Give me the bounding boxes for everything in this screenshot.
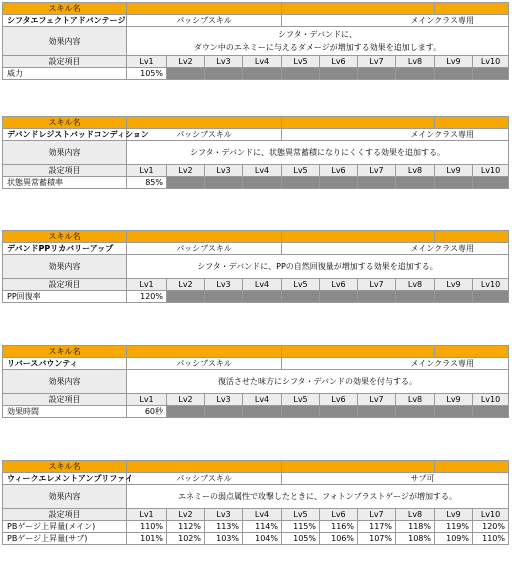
setting-item: PP回復率	[3, 291, 127, 303]
empty-cell	[396, 177, 435, 189]
empty-cell	[358, 177, 396, 189]
level-header: Lv3	[205, 279, 243, 291]
level-header: Lv1	[127, 509, 167, 521]
empty-cell	[167, 291, 205, 303]
empty-cell	[396, 68, 435, 80]
skill-type: パッシブスキル	[127, 129, 282, 141]
level-header: Lv3	[205, 165, 243, 177]
level-value: 104%	[243, 533, 282, 545]
level-header: Lv2	[167, 56, 205, 68]
level-header: Lv10	[473, 165, 509, 177]
level-value: 110%	[127, 521, 167, 533]
level-header: Lv2	[167, 394, 205, 406]
level-header: Lv6	[320, 56, 358, 68]
setting-label: 設定項目	[3, 394, 127, 406]
setting-item: PBゲージ上昇量(メイン)	[3, 521, 127, 533]
level-value: 110%	[473, 533, 509, 545]
level-header: Lv5	[282, 56, 320, 68]
effect-label: 効果内容	[3, 370, 127, 394]
level-header: Lv10	[473, 56, 509, 68]
level-header: Lv3	[205, 56, 243, 68]
level-header: Lv7	[358, 279, 396, 291]
empty-cell	[473, 291, 509, 303]
level-value: 105%	[127, 68, 167, 80]
level-header: Lv2	[167, 279, 205, 291]
setting-item: PBゲージ上昇量(サブ)	[3, 533, 127, 545]
setting-label: 設定項目	[3, 165, 127, 177]
empty-cell	[205, 68, 243, 80]
level-header: Lv4	[243, 279, 282, 291]
skill-name: デバンドPPリカバリーアップ	[3, 243, 127, 255]
empty-cell	[435, 68, 473, 80]
level-header: Lv10	[473, 394, 509, 406]
empty-cell	[320, 177, 358, 189]
empty-cell	[358, 68, 396, 80]
skill-table	[2, 345, 508, 418]
level-header: Lv9	[435, 165, 473, 177]
level-header: Lv9	[435, 394, 473, 406]
skill-table	[2, 460, 508, 545]
level-header: Lv2	[167, 165, 205, 177]
skill-table	[2, 2, 508, 80]
level-header: Lv9	[435, 56, 473, 68]
level-value: 120%	[473, 521, 509, 533]
effect-text	[127, 485, 509, 509]
level-header: Lv10	[473, 509, 509, 521]
empty-cell	[167, 406, 205, 418]
skill-class: メインクラス専用	[435, 129, 509, 141]
level-value: 108%	[396, 533, 435, 545]
empty-cell	[205, 291, 243, 303]
level-header: Lv5	[282, 165, 320, 177]
level-value: 60秒	[127, 406, 167, 418]
level-value: 120%	[127, 291, 167, 303]
skill-name: デバンドレジストバッドコンディション	[3, 129, 127, 141]
level-value: 103%	[205, 533, 243, 545]
empty-cell	[435, 291, 473, 303]
empty-cell	[282, 291, 320, 303]
empty-cell	[396, 291, 435, 303]
level-header: Lv6	[320, 279, 358, 291]
empty-cell	[320, 406, 358, 418]
skill-type: パッシブスキル	[127, 358, 282, 370]
skill-table	[2, 116, 508, 189]
skill-type: パッシブスキル	[127, 15, 282, 27]
level-header: Lv8	[396, 56, 435, 68]
level-value: 85%	[127, 177, 167, 189]
empty-cell	[473, 406, 509, 418]
level-header: Lv7	[358, 56, 396, 68]
skill-name-header: スキル名	[3, 231, 127, 243]
level-value: 109%	[435, 533, 473, 545]
empty-cell	[320, 68, 358, 80]
empty-cell	[282, 68, 320, 80]
level-header: Lv8	[396, 509, 435, 521]
effect-text	[127, 370, 509, 394]
effect-line: シフタ・デバンドに、	[278, 30, 357, 39]
level-value: 116%	[320, 521, 358, 533]
empty-cell	[205, 406, 243, 418]
skill-name-header: スキル名	[3, 117, 127, 129]
effect-label: 効果内容	[3, 141, 127, 165]
level-header: Lv9	[435, 279, 473, 291]
empty-cell	[282, 177, 320, 189]
empty-cell	[473, 177, 509, 189]
level-header: Lv4	[243, 509, 282, 521]
level-value: 112%	[167, 521, 205, 533]
level-value: 102%	[167, 533, 205, 545]
effect-line: エネミーの弱点属性で攻撃したときに、フォトンブラストゲージが増加する。	[177, 492, 458, 501]
skill-name: リバースバウンティ	[3, 358, 127, 370]
level-value: 113%	[205, 521, 243, 533]
level-value: 107%	[358, 533, 396, 545]
level-value: 101%	[127, 533, 167, 545]
effect-text	[127, 255, 509, 279]
level-header: Lv1	[127, 56, 167, 68]
skill-name-header: スキル名	[3, 461, 127, 473]
effect-line: シフタ・デバンドに、PPの自然回復量が増加する効果を追加する。	[197, 262, 438, 271]
skill-type: パッシブスキル	[127, 243, 282, 255]
skill-name-header: スキル名	[3, 3, 127, 15]
skill-class: メインクラス専用	[435, 243, 509, 255]
level-header: Lv4	[243, 56, 282, 68]
level-value: 115%	[282, 521, 320, 533]
level-header: Lv5	[282, 279, 320, 291]
effect-label: 効果内容	[3, 27, 127, 56]
empty-cell	[243, 291, 282, 303]
setting-item: 状態異常蓄積率	[3, 177, 127, 189]
effect-label: 効果内容	[3, 485, 127, 509]
level-value: 105%	[282, 533, 320, 545]
level-header: Lv5	[282, 394, 320, 406]
effect-text	[127, 141, 509, 165]
level-header: Lv4	[243, 165, 282, 177]
setting-label: 設定項目	[3, 279, 127, 291]
level-value: 106%	[320, 533, 358, 545]
level-header: Lv3	[205, 394, 243, 406]
level-header: Lv8	[396, 394, 435, 406]
setting-item: 威力	[3, 68, 127, 80]
level-header: Lv1	[127, 394, 167, 406]
skill-name: ウィークエレメントアンプリファイ	[3, 473, 127, 485]
empty-cell	[282, 406, 320, 418]
level-value: 118%	[396, 521, 435, 533]
level-header: Lv3	[205, 509, 243, 521]
empty-cell	[320, 291, 358, 303]
empty-cell	[243, 68, 282, 80]
empty-cell	[396, 406, 435, 418]
empty-cell	[243, 177, 282, 189]
skill-type: パッシブスキル	[127, 473, 282, 485]
effect-line: シフタ・デバンドに、状態異常蓄積になりにくくする効果を追加する。	[190, 148, 445, 157]
level-header: Lv2	[167, 509, 205, 521]
empty-cell	[167, 68, 205, 80]
level-header: Lv5	[282, 509, 320, 521]
level-header: Lv9	[435, 509, 473, 521]
level-header: Lv7	[358, 509, 396, 521]
level-value: 117%	[358, 521, 396, 533]
empty-cell	[435, 177, 473, 189]
skill-class: メインクラス専用	[435, 358, 509, 370]
level-value: 119%	[435, 521, 473, 533]
level-header: Lv1	[127, 165, 167, 177]
empty-cell	[358, 406, 396, 418]
effect-line: 復活させた味方にシフタ・デバンドの効果を付与する。	[218, 377, 417, 386]
level-header: Lv4	[243, 394, 282, 406]
level-header: Lv6	[320, 394, 358, 406]
empty-cell	[205, 177, 243, 189]
level-header: Lv7	[358, 394, 396, 406]
level-value: 114%	[243, 521, 282, 533]
level-header: Lv8	[396, 279, 435, 291]
empty-cell	[435, 406, 473, 418]
level-header: Lv10	[473, 279, 509, 291]
effect-text	[127, 27, 509, 56]
skill-name-header: スキル名	[3, 346, 127, 358]
effect-label: 効果内容	[3, 255, 127, 279]
setting-label: 設定項目	[3, 509, 127, 521]
level-header: Lv6	[320, 509, 358, 521]
skill-table	[2, 230, 508, 303]
empty-cell	[358, 291, 396, 303]
empty-cell	[243, 406, 282, 418]
level-header: Lv6	[320, 165, 358, 177]
skill-class: メインクラス専用	[435, 15, 509, 27]
empty-cell	[473, 68, 509, 80]
skill-class: サブ可	[435, 473, 509, 485]
setting-label: 設定項目	[3, 56, 127, 68]
level-header: Lv7	[358, 165, 396, 177]
level-header: Lv8	[396, 165, 435, 177]
level-header: Lv1	[127, 279, 167, 291]
empty-cell	[167, 177, 205, 189]
effect-line: ダウン中のエネミーに与えるダメージが増加する効果を追加します。	[193, 43, 442, 52]
skill-name: シフタエフェクトアドバンテージ	[3, 15, 127, 27]
setting-item: 効果時間	[3, 406, 127, 418]
